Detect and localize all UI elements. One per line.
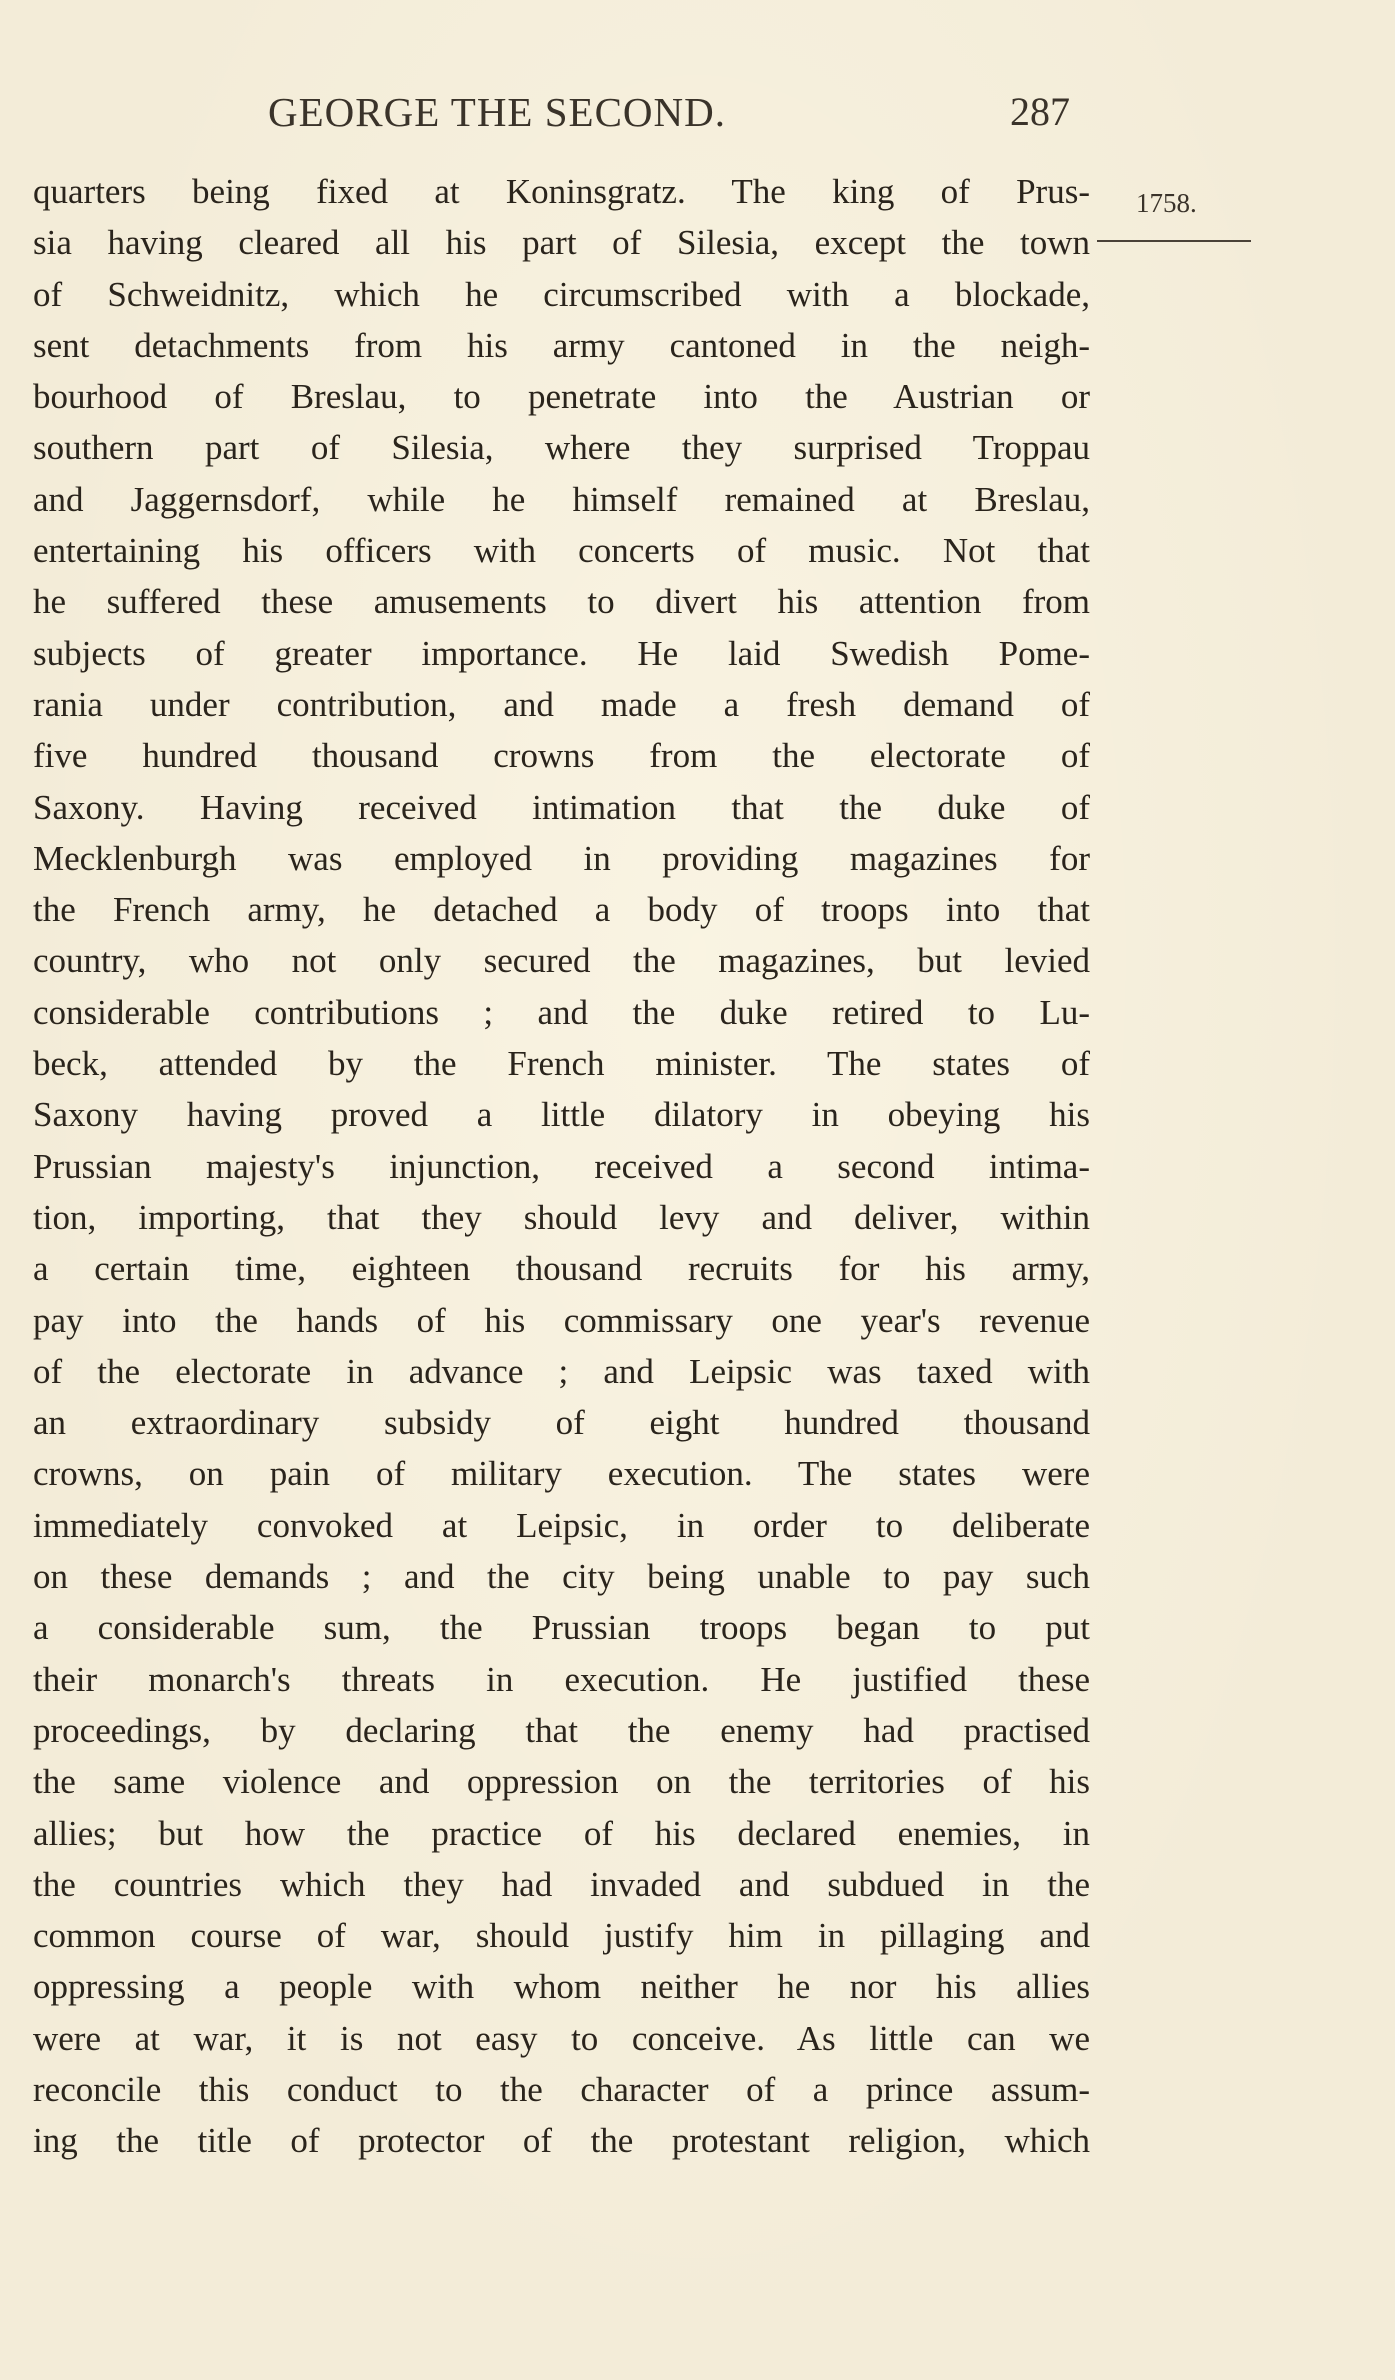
text-line: allies; but how the practice of his declared enemies, in [33,1813,1090,1853]
text-line: an extraordinary subsidy of eight hundred thousand [33,1403,1090,1443]
text-line: tion, importing, that they should levy and deliver, within [33,1197,1090,1237]
text-line: of the electorate in advance ; and Leipsic was taxed with [33,1351,1090,1391]
text-line: Saxony. Having received intimation that the duke of [33,787,1090,827]
margin-year-note: 1758. [1136,188,1197,218]
running-head: GEORGE THE SECOND. [268,89,726,135]
text-line: the same violence and oppression on the territories of his [33,1762,1090,1802]
margin-rule [1097,240,1251,242]
text-line: a considerable sum, the Prussian troops began to put [33,1608,1090,1648]
text-line: their monarch's threats in execution. He justified these [33,1659,1090,1699]
text-line: on these demands ; and the city being unable to pay such [33,1557,1090,1597]
text-line: sia having cleared all his part of Silesia, except the town [33,223,1090,263]
text-line: reconcile this conduct to the character of a prince assum- [33,2069,1090,2109]
text-line: sent detachments from his army cantoned in the neigh- [33,325,1090,365]
text-line: subjects of greater importance. He laid Swedish Pome- [33,633,1090,673]
body-text [33,166,1090,2167]
text-line: the countries which they had invaded and subdued in the [33,1864,1090,1904]
text-line: Saxony having proved a little dilatory in obeying his [33,1095,1090,1135]
text-line: common course of war, should justify him in pillaging and [33,1916,1090,1956]
text-line: a certain time, eighteen thousand recruits for his army, [33,1249,1090,1289]
text-line: he suffered these amusements to divert his attention from [33,582,1090,622]
text-line: ing the title of protector of the protestant religion, which [33,2121,1090,2161]
text-line: crowns, on pain of military execution. The states were [33,1454,1090,1494]
text-line: proceedings, by declaring that the enemy had practised [33,1710,1090,1750]
text-line: southern part of Silesia, where they surprised Troppau [33,428,1090,468]
text-line: bourhood of Breslau, to penetrate into the Austrian or [33,377,1090,417]
text-line: entertaining his officers with concerts of music. Not that [33,531,1090,571]
text-line: quarters being fixed at Koninsgratz. The king of Prus- [33,172,1090,211]
text-line: country, who not only secured the magazines, but levied [33,941,1090,981]
text-line: considerable contributions ; and the duke retired to Lu- [33,992,1090,1032]
page-number: 287 [1010,89,1070,134]
text-line: Mecklenburgh was employed in providing magazines for [33,838,1090,878]
text-line: and Jaggernsdorf, while he himself remained at Breslau, [33,479,1090,519]
text-line: beck, attended by the French minister. The states of [33,1044,1090,1084]
text-line: were at war, it is not easy to conceive. As little can we [33,2018,1090,2058]
text-line: the French army, he detached a body of troops into that [33,890,1090,930]
text-line: pay into the hands of his commissary one year's revenue [33,1300,1090,1340]
text-line: oppressing a people with whom neither he nor his allies [33,1967,1090,2007]
text-line: Prussian majesty's injunction, received a second intima- [33,1146,1090,1186]
text-line: immediately convoked at Leipsic, in order to deliberate [33,1505,1090,1545]
text-line: rania under contribution, and made a fresh demand of [33,684,1090,724]
text-line: five hundred thousand crowns from the electorate of [33,736,1090,776]
text-line: of Schweidnitz, which he circumscribed with a blockade, [33,274,1090,314]
